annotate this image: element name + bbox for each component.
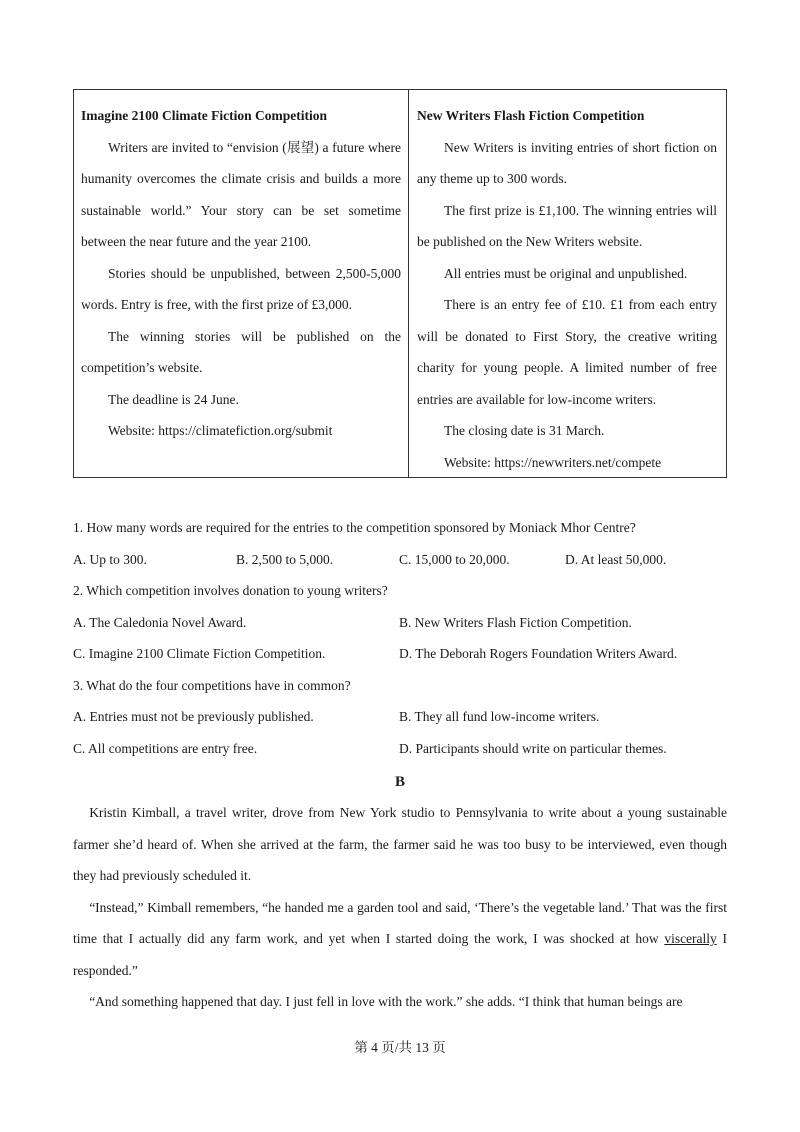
section-b-heading: B <box>394 774 405 790</box>
underlined-word-viscerally: viscerally <box>664 931 717 946</box>
passage-b-paragraph-3: “And something happened that day. I just fell in love with the work.” she adds. “I think that human beings are <box>89 994 683 1009</box>
flash-fiction-prize: The first prize is £1,100. The winning entries will be published on the New Writers website. <box>416 202 717 249</box>
passage-b-paragraph-2-text: “Instead,” Kimball remembers, “he handed me a garden tool and said, ‘There’s the vegetable land.’ That was the first time that I actually did any farm work, and yet when I started doing the work, I was shocked at how <box>73 899 727 946</box>
question-2-option-a: A. The Caledonia Novel Award. <box>73 615 247 630</box>
flash-fiction-intro: New Writers is inviting entries of short fiction on any theme up to 300 words. <box>416 139 717 186</box>
question-1-option-d: D. At least 50,000. <box>565 552 667 567</box>
question-1-option-c: C. 15,000 to 20,000. <box>399 552 510 567</box>
question-2-option-d: D. The Deborah Rogers Foundation Writers Award. <box>399 646 678 661</box>
question-3-option-a: A. Entries must not be previously published. <box>73 709 314 724</box>
page-footer: 第 4 页/共 13 页 <box>354 1040 446 1055</box>
climate-fiction-rules: Stories should be unpublished, between 2,500-5,000 words. Entry is free, with the first prize of £3,000. <box>81 265 401 312</box>
flash-fiction-rules: All entries must be original and unpublished. <box>443 265 688 281</box>
climate-fiction-website: Website: https://climatefiction.org/submit <box>108 423 333 438</box>
passage-b-paragraph-2-end: I responded.” <box>73 931 727 978</box>
climate-fiction-intro: Writers are invited to “envision (展望) a future where humanity overcomes the climate crisis and builds a more sustainable world.” Your story can be set sometime between the near future and the year 2100. <box>81 139 401 249</box>
flash-fiction-box <box>409 90 726 477</box>
question-1: 1. How many words are required for the entries to the competition sponsored by Moniack Mhor Centre? <box>73 520 636 535</box>
question-1-option-a: A. Up to 300. <box>73 552 147 567</box>
flash-fiction-title: New Writers Flash Fiction Competition <box>416 108 645 123</box>
passage-b <box>73 797 727 1018</box>
question-2-option-b: B. New Writers Flash Fiction Competition. <box>399 615 632 630</box>
climate-fiction-title: Imagine 2100 Climate Fiction Competition <box>81 108 327 123</box>
climate-fiction-deadline: The deadline is 24 June. <box>108 391 239 407</box>
passage-b-paragraph-1: Kristin Kimball, a travel writer, drove from New York studio to Pennsylvania to write about a young sustainable farmer she’d heard of. When she arrived at the farm, the farmer said he was too busy to be interviewed, even though they had previously scheduled it. <box>73 805 727 883</box>
flash-fiction-deadline: The closing date is 31 March. <box>443 423 605 438</box>
passage-b-paragraph-2 <box>73 892 727 987</box>
question-2-option-c: C. Imagine 2100 Climate Fiction Competition. <box>73 646 326 661</box>
competitions-table <box>73 89 727 478</box>
question-3-option-c: C. All competitions are entry free. <box>73 741 258 756</box>
flash-fiction-website: Website: https://newwriters.net/compete <box>443 454 662 470</box>
climate-fiction-box <box>74 90 409 477</box>
question-2: 2. Which competition involves donation to young writers? <box>73 583 388 598</box>
flash-fiction-fee: There is an entry fee of £10. £1 from each entry will be donated to First Story, the creative writing charity for young people. A limited number of free entries are available for low-income writers. <box>416 297 717 407</box>
climate-fiction-publication: The winning stories will be published on the competition’s website. <box>81 328 401 375</box>
question-1-option-b: B. 2,500 to 5,000. <box>236 552 334 567</box>
question-3: 3. What do the four competitions have in common? <box>73 678 351 693</box>
question-3-option-b: B. They all fund low-income writers. <box>399 709 600 724</box>
question-3-option-d: D. Participants should write on particular themes. <box>399 741 667 756</box>
